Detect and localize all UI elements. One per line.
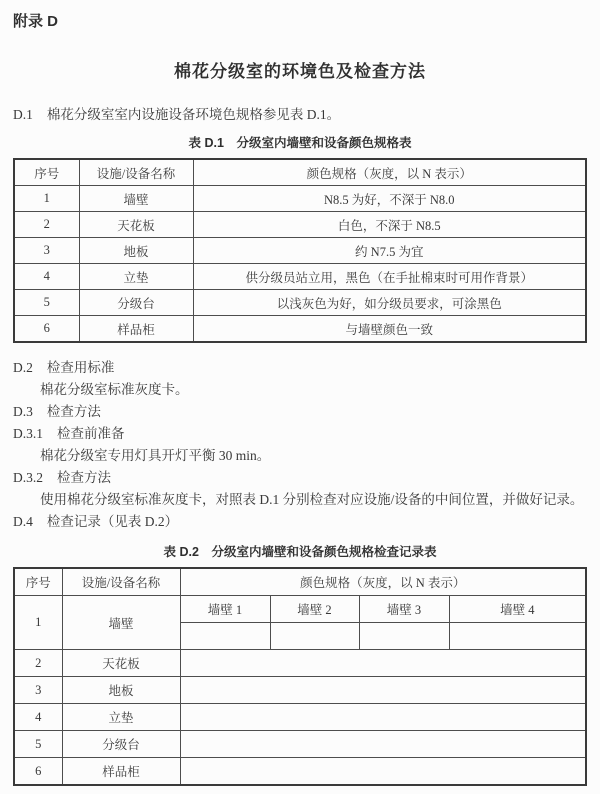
cell-seq: 3 xyxy=(14,238,79,264)
cell-name: 样品柜 xyxy=(79,316,193,343)
cell-seq: 2 xyxy=(14,650,62,677)
table-row xyxy=(14,238,586,264)
table-row xyxy=(14,212,586,238)
table-d1-caption: 表 D.1 分级室内墙壁和设备颜色规格表 xyxy=(188,136,412,150)
clause-d31: D.3.1 检查前准备 xyxy=(13,426,125,441)
clause-d1-label: D.1 xyxy=(13,107,33,122)
table-row xyxy=(14,677,586,704)
cell-name: 地板 xyxy=(62,677,180,704)
subcol-header-wall4: 墙壁 4 xyxy=(449,596,586,623)
table-row xyxy=(14,731,586,758)
clause-d4: D.4 检查记录（见表 D.2） xyxy=(13,514,179,529)
clause-d3: D.3 检查方法 xyxy=(13,404,101,419)
cell-name: 分级台 xyxy=(79,290,193,316)
empty-record-cell xyxy=(359,623,449,650)
col-header-name: 设施/设备名称 xyxy=(79,159,193,186)
table-row xyxy=(14,186,586,212)
cell-spec: N8.5 为好，不深于 N8.0 xyxy=(193,186,586,212)
table-row xyxy=(14,316,586,343)
col-header-spec: 颜色规格（灰度，以 N 表示） xyxy=(193,159,586,186)
table-row xyxy=(14,704,586,731)
table-d2-header-row xyxy=(14,568,586,596)
cell-spec: 约 N7.5 为宜 xyxy=(193,238,586,264)
empty-record-cell xyxy=(270,623,359,650)
cell-name: 分级台 xyxy=(62,731,180,758)
cell-name: 立垫 xyxy=(62,704,180,731)
table-row xyxy=(14,650,586,677)
page-title: 棉花分级室的环境色及检查方法 xyxy=(174,62,426,81)
empty-record-cell xyxy=(180,650,586,677)
clause-d31-body: 棉花分级室专用灯具开灯平衡 30 min。 xyxy=(40,448,271,463)
cell-name: 样品柜 xyxy=(62,758,180,786)
subcol-header-wall3: 墙壁 3 xyxy=(359,596,449,623)
clause-d32: D.3.2 检查方法 xyxy=(13,470,111,485)
cell-name: 墙壁 xyxy=(79,186,193,212)
cell-seq: 1 xyxy=(14,186,79,212)
table-row xyxy=(14,264,586,290)
appendix-label: 附录 D xyxy=(13,13,59,30)
cell-seq: 6 xyxy=(14,758,62,786)
cell-spec: 以浅灰色为好，如分级员要求，可涂黑色 xyxy=(193,290,586,316)
cell-name: 地板 xyxy=(79,238,193,264)
clause-d32-body: 使用棉花分级室标准灰度卡，对照表 D.1 分别检查对应设施/设备的中间位置，并做好记录。 xyxy=(40,492,584,507)
col-header-seq: 序号 xyxy=(14,159,79,186)
clause-d2: D.2 检查用标准 xyxy=(13,360,115,375)
empty-record-cell xyxy=(180,704,586,731)
cell-spec: 与墙壁颜色一致 xyxy=(193,316,586,343)
cell-name: 立垫 xyxy=(79,264,193,290)
cell-seq: 4 xyxy=(14,704,62,731)
table-row-wall xyxy=(14,596,586,623)
table-d1-header-row xyxy=(14,159,586,186)
cell-seq: 3 xyxy=(14,677,62,704)
cell-seq: 4 xyxy=(14,264,79,290)
empty-record-cell xyxy=(449,623,586,650)
subcol-header-wall1: 墙壁 1 xyxy=(180,596,270,623)
col-header-spec: 颜色规格（灰度，以 N 表示） xyxy=(180,568,586,596)
col-header-seq: 序号 xyxy=(14,568,62,596)
clause-d2-body: 棉花分级室标准灰度卡。 xyxy=(40,382,189,397)
empty-record-cell xyxy=(180,677,586,704)
col-header-name: 设施/设备名称 xyxy=(62,568,180,596)
empty-record-cell xyxy=(180,758,586,786)
cell-seq: 5 xyxy=(14,731,62,758)
cell-seq: 1 xyxy=(14,596,62,650)
cell-name: 天花板 xyxy=(79,212,193,238)
empty-record-cell xyxy=(180,731,586,758)
table-row xyxy=(14,758,586,786)
cell-name: 墙壁 xyxy=(62,596,180,650)
table-d2 xyxy=(13,567,587,786)
clauses-block xyxy=(13,357,585,533)
table-d1 xyxy=(13,158,587,343)
clause-d1-text: 棉花分级室室内设施设备环境色规格参见表 D.1。 xyxy=(46,107,341,122)
table-d2-caption: 表 D.2 分级室内墙壁和设备颜色规格检查记录表 xyxy=(163,545,437,559)
empty-record-cell xyxy=(180,623,270,650)
cell-spec: 供分级员站立用，黑色（在手扯棉束时可用作背景） xyxy=(193,264,586,290)
clause-d1 xyxy=(13,106,585,124)
cell-name: 天花板 xyxy=(62,650,180,677)
cell-seq: 6 xyxy=(14,316,79,343)
cell-spec: 白色，不深于 N8.5 xyxy=(193,212,586,238)
subcol-header-wall2: 墙壁 2 xyxy=(270,596,359,623)
cell-seq: 2 xyxy=(14,212,79,238)
table-row xyxy=(14,290,586,316)
cell-seq: 5 xyxy=(14,290,79,316)
